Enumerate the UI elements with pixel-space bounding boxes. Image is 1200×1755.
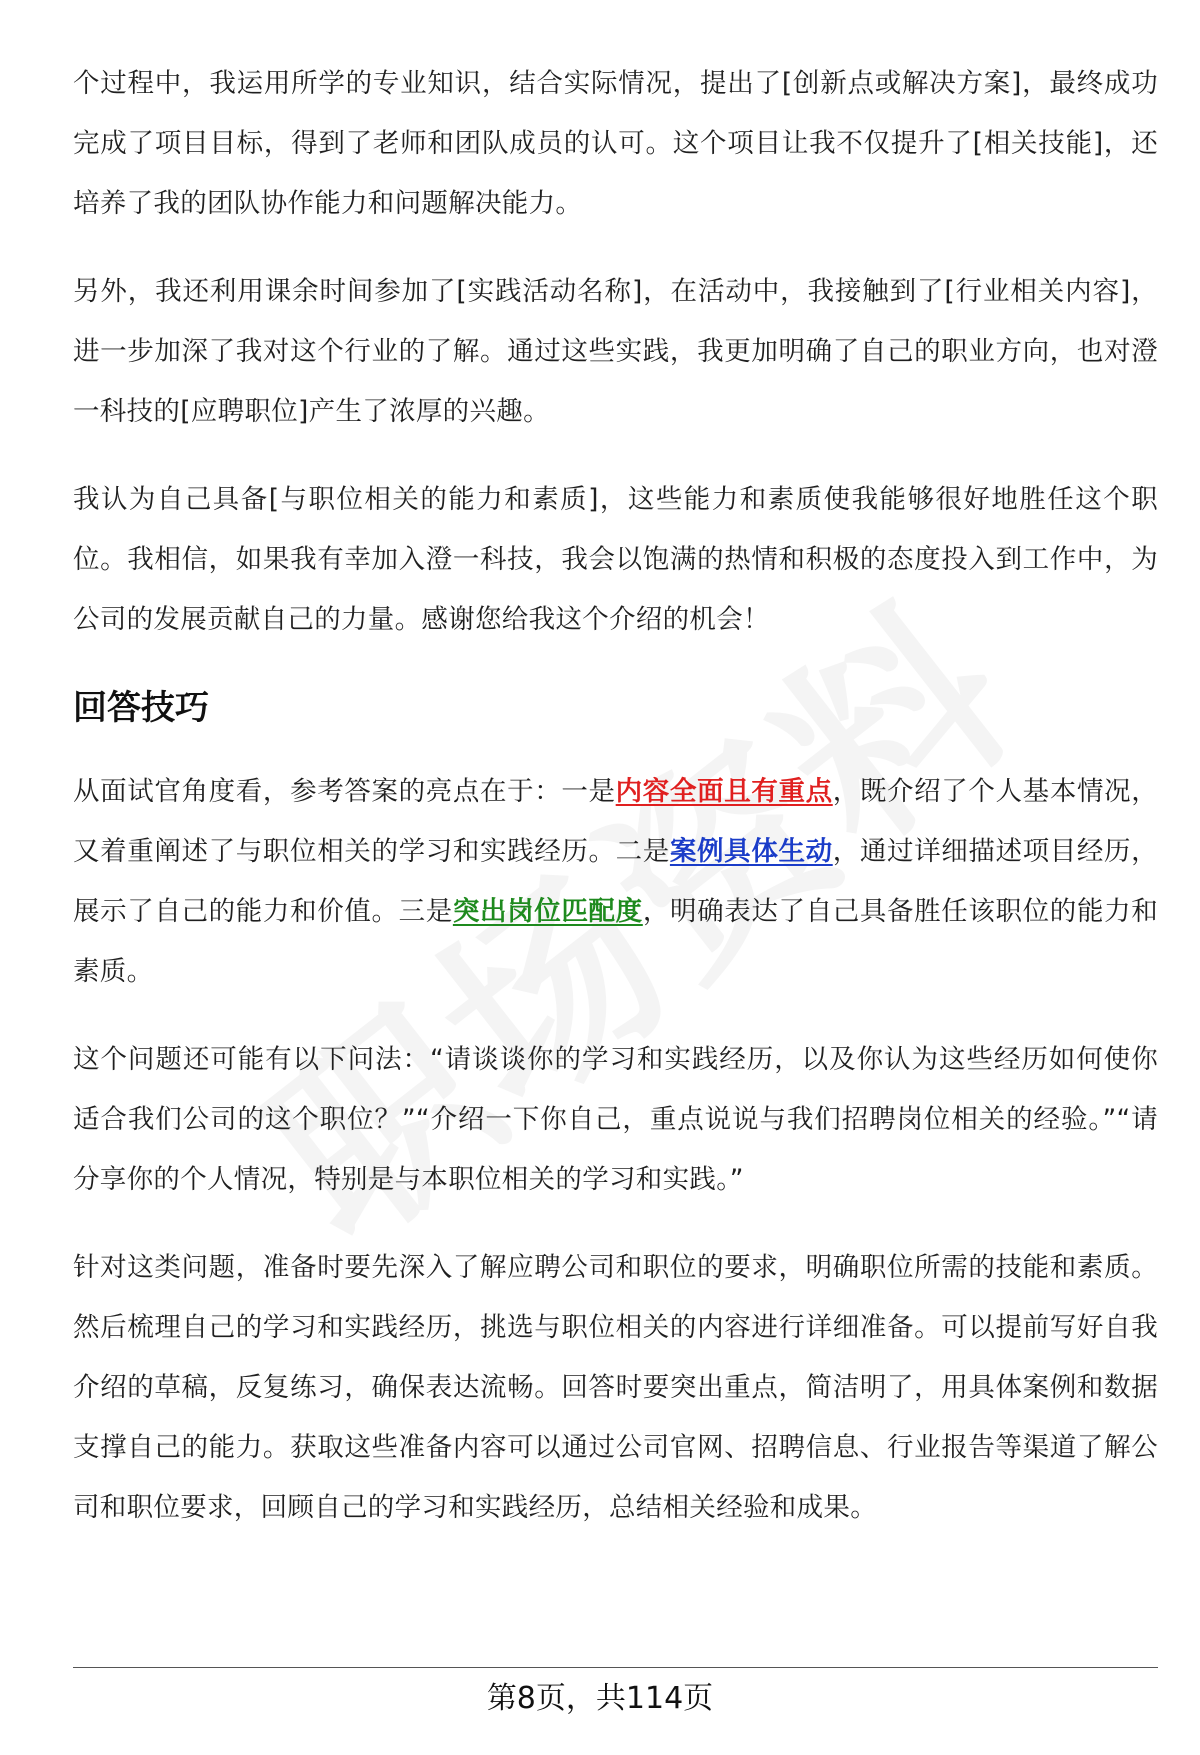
page-number: 第8页，共114页 <box>486 1681 714 1716</box>
highlight-comprehensive: 内容全面且有重点 <box>615 776 833 807</box>
highlight-job-fit: 突出岗位匹配度 <box>452 896 643 927</box>
page-content <box>73 54 1158 1566</box>
tips-text-4: ，明确表达了自己具备胜任该职位的能力和素质。 <box>73 896 1159 987</box>
tips-text-1: 从面试官角度看，参考答案的亮点在于：一是 <box>73 776 616 807</box>
body-paragraph-1: 个过程中，我运用所学的专业知识，结合实际情况，提出了[创新点或解决方案]，最终成功完成了项目目标，得到了老师和团队成员的认可。这个项目让我不仅提升了[相关技能]，还培养了我的团队协作能力和问题解决能力。 <box>73 68 1158 219</box>
tips-text-3: ，通过详细描述项目经历，展示了自己的能力和价值。三是 <box>73 836 1158 927</box>
section-heading: 回答技巧 <box>73 688 209 728</box>
body-paragraph-2: 另外，我还利用课余时间参加了[实践活动名称]，在活动中，我接触到了[行业相关内容]，进一步加深了我对这个行业的了解。通过这些实践，我更加明确了自己的职业方向，也对澄一科技的[应聘职位]产生了浓厚的兴趣。 <box>73 276 1158 427</box>
footer-divider <box>73 1667 1158 1668</box>
highlight-specific-cases: 案例具体生动 <box>669 836 833 867</box>
tips-paragraph <box>73 762 1158 1002</box>
preparation-advice-paragraph: 针对这类问题，准备时要先深入了解应聘公司和职位的要求，明确职位所需的技能和素质。然后梳理自己的学习和实践经历，挑选与职位相关的内容进行详细准备。可以提前写好自我介绍的草稿，反复练习，确保表达流畅。回答时要突出重点，简洁明了，用具体案例和数据支撑自己的能力。获取这些准备内容可以通过公司官网、招聘信息、行业报告等渠道了解公司和职位要求，回顾自己的学习和实践经历，总结相关经验和成果。 <box>73 1252 1158 1523</box>
body-paragraph-3: 我认为自己具备[与职位相关的能力和素质]，这些能力和素质使我能够很好地胜任这个职位。我相信，如果我有幸加入澄一科技，我会以饱满的热情和积极的态度投入到工作中，为公司的发展贡献自己的力量。感谢您给我这个介绍的机会！ <box>73 484 1158 635</box>
tips-text-2: ，既介绍了个人基本情况，又着重阐述了与职位相关的学习和实践经历。二是 <box>73 776 1159 867</box>
alternate-questions-paragraph: 这个问题还可能有以下问法：“请谈谈你的学习和实践经历，以及你认为这些经历如何使你适合我们公司的这个职位？”“介绍一下你自己，重点说说与我们招聘岗位相关的经验。”“请分享你的个人情况，特别是与本职位相关的学习和实践。” <box>73 1044 1158 1195</box>
